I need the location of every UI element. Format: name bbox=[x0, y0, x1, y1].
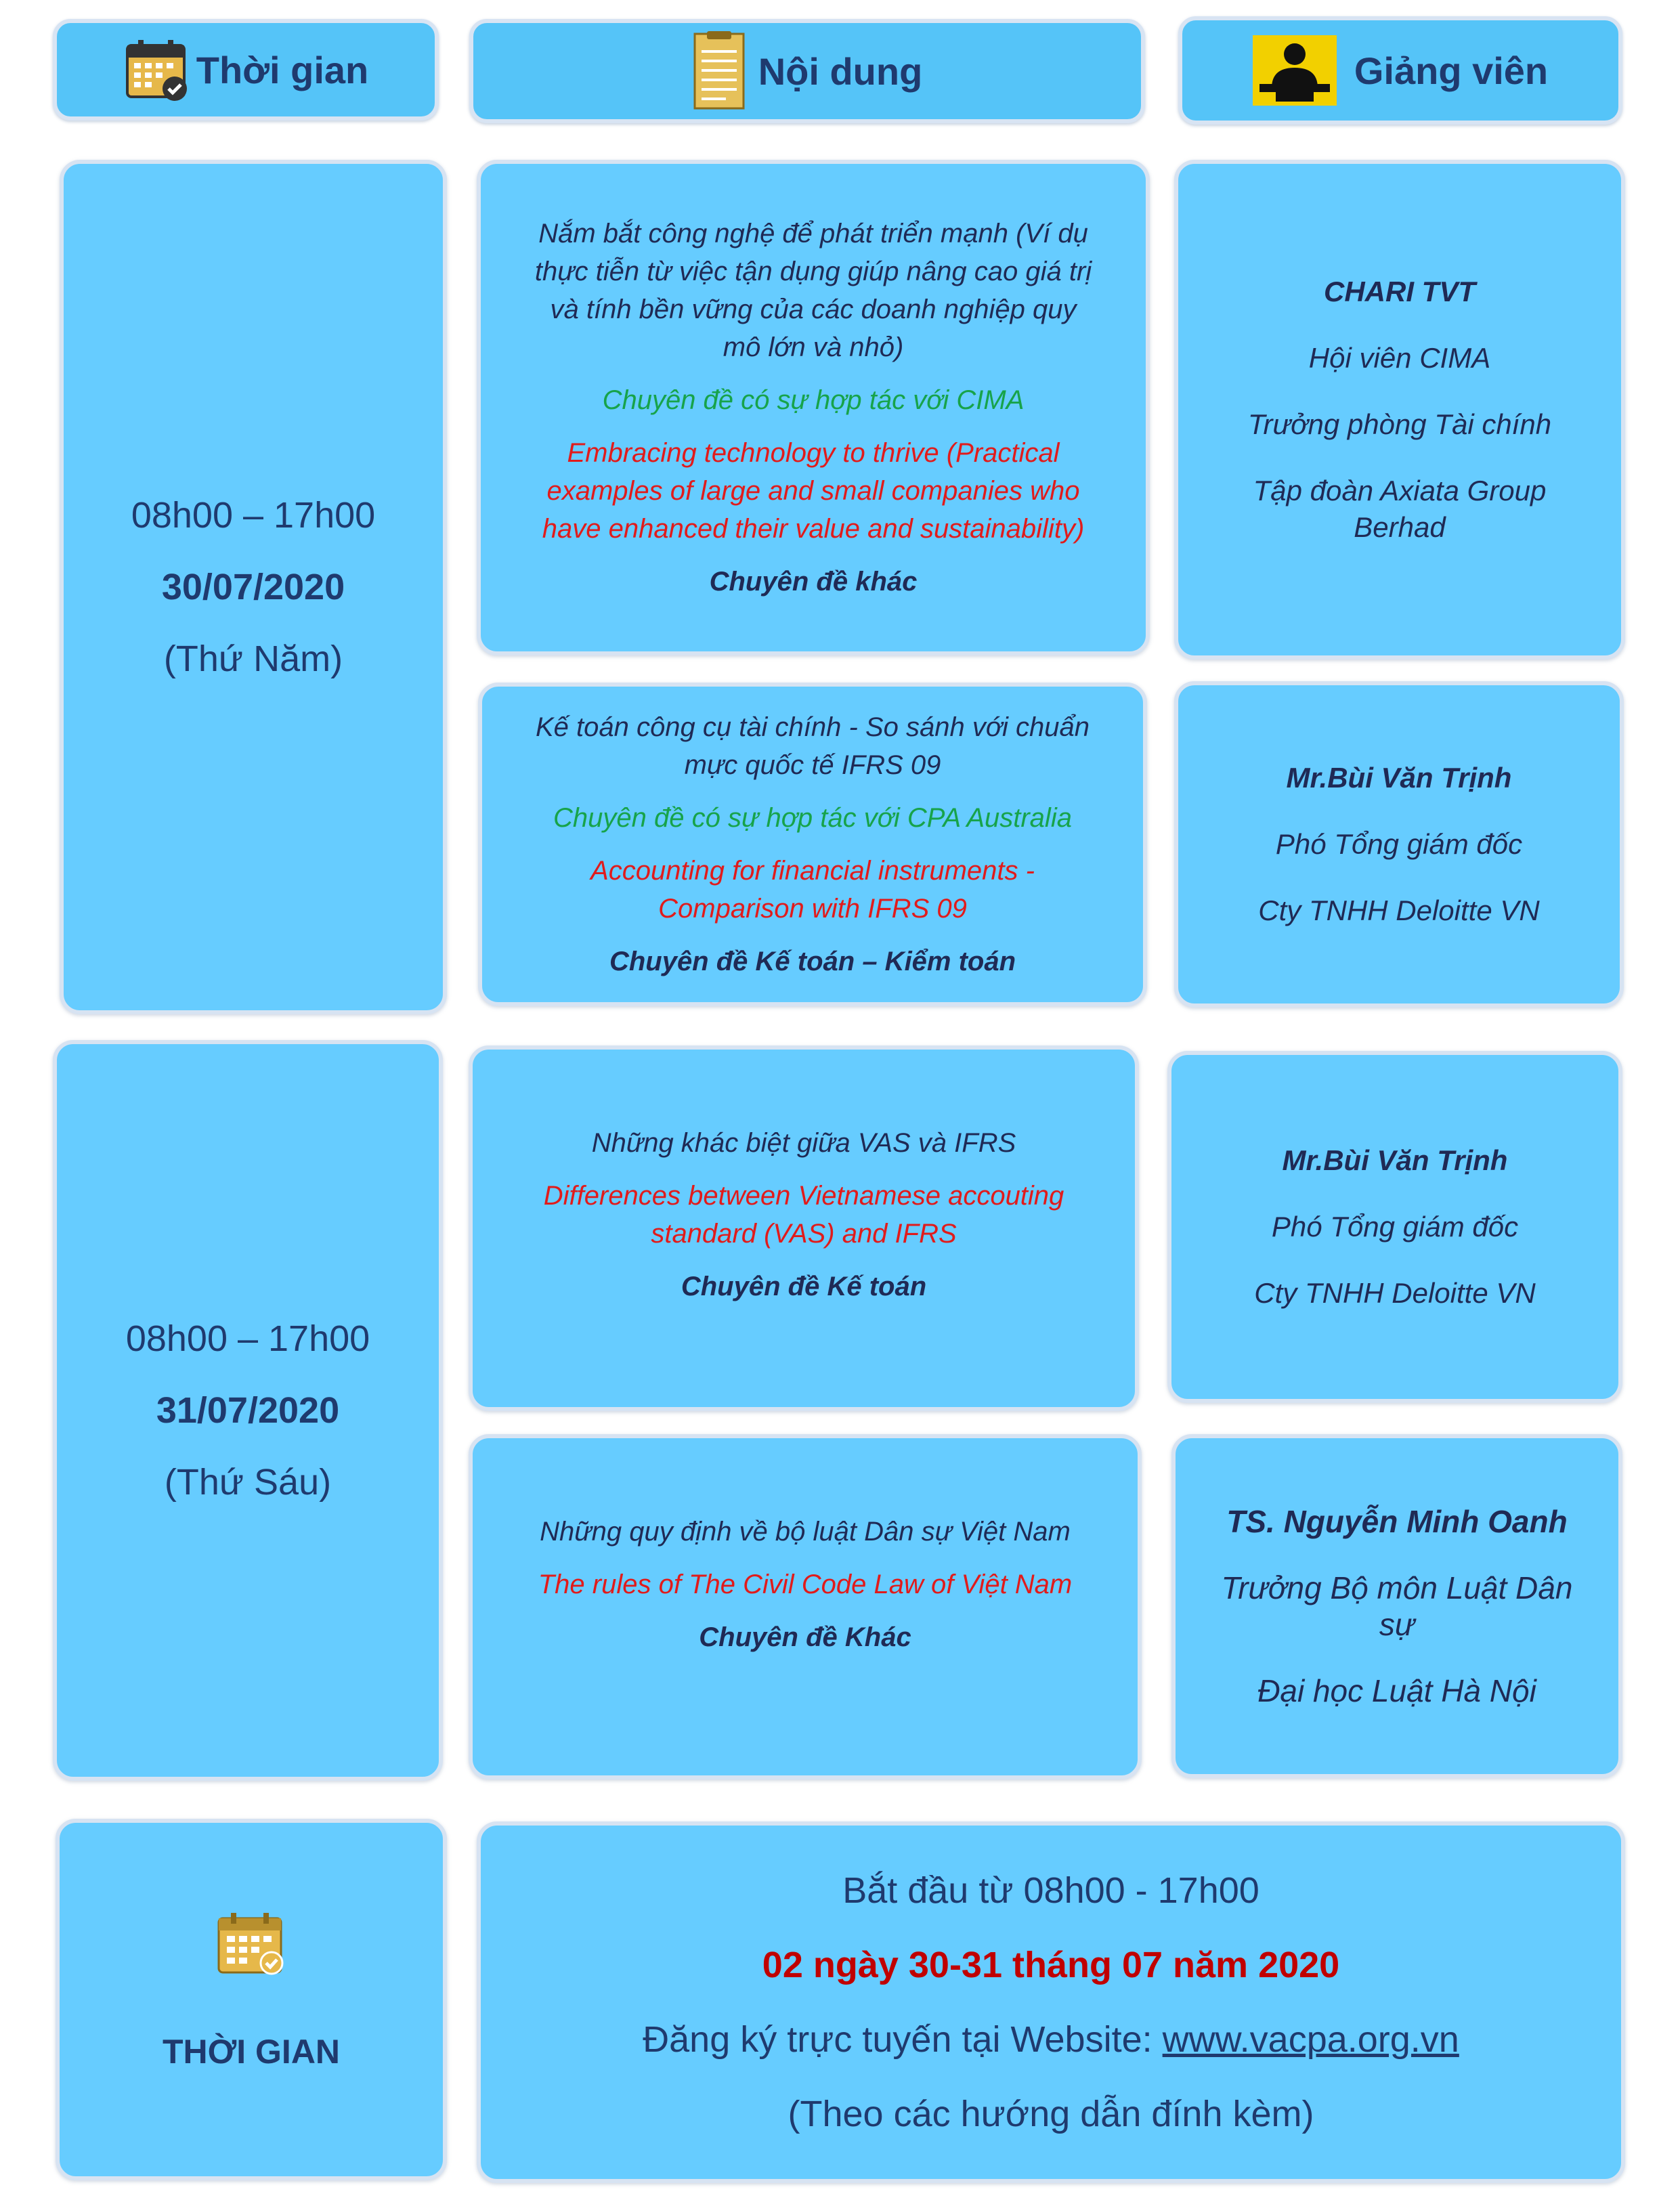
session-category: Chuyên đề Kế toán bbox=[681, 1272, 927, 1301]
day2-time-cell bbox=[53, 1040, 443, 1781]
summary-registration bbox=[643, 2016, 1459, 2063]
header-content bbox=[469, 19, 1145, 123]
registration-prefix: Đăng ký trực tuyến tại Website: bbox=[643, 2019, 1163, 2060]
session-title-en: Embracing technology to thrive (Practical examples of large and small companies who have enhanced their value and sustainability) bbox=[542, 438, 1085, 544]
lecturer-position: Phó Tổng giám đốc bbox=[1271, 1211, 1519, 1243]
lecturer-organization: Tập đoàn Axiata Group Berhad bbox=[1253, 475, 1547, 543]
session-category: Chuyên đề Kế toán – Kiểm toán bbox=[609, 947, 1016, 976]
lecturer-organization: Đại học Luật Hà Nội bbox=[1257, 1673, 1536, 1708]
lecturer-name: Mr.Bùi Văn Trịnh bbox=[1286, 762, 1512, 794]
day2-session1-content bbox=[469, 1045, 1139, 1411]
session-title-vi: Nắm bắt công nghệ để phát triển mạnh (Ví dụ thực tiễn từ việc tận dụng giúp nâng cao giá trị và tính bền vững của các doanh nghiệp quy mô lớn và nhỏ) bbox=[534, 219, 1092, 362]
lecturer-role: Hội viên CIMA bbox=[1308, 342, 1491, 374]
website-link[interactable]: www.vacpa.org.vn bbox=[1162, 2019, 1459, 2060]
session-partner: Chuyên đề có sự hợp tác với CPA Australia bbox=[553, 803, 1072, 833]
header-content-label: Nội dung bbox=[758, 49, 923, 93]
session-category: Chuyên đề khác bbox=[709, 567, 918, 597]
day1-session2-content bbox=[478, 683, 1147, 1006]
lecturer-organization: Cty TNHH Deloitte VN bbox=[1258, 894, 1540, 926]
session-partner: Chuyên đề có sự hợp tác với CIMA bbox=[602, 385, 1025, 415]
day1-time-cell bbox=[60, 160, 447, 1014]
summary-start-time: Bắt đầu từ 08h00 - 17h00 bbox=[842, 1870, 1259, 1911]
calendar-icon bbox=[123, 36, 191, 104]
day2-session2-lecturer bbox=[1171, 1434, 1622, 1778]
summary-details bbox=[477, 1821, 1625, 2183]
summary-label: THỜI GIAN bbox=[162, 2033, 341, 2071]
day2-session2-content bbox=[469, 1434, 1142, 1779]
lecturer-organization: Cty TNHH Deloitte VN bbox=[1254, 1277, 1536, 1309]
header-time-label: Thời gian bbox=[196, 48, 369, 91]
session-title-en: Differences between Vietnamese accouting standard (VAS) and IFRS bbox=[543, 1181, 1064, 1249]
session-title-en: The rules of The Civil Code Law of Việt Nam bbox=[538, 1570, 1073, 1599]
day2-date: 31/07/2020 bbox=[156, 1390, 340, 1431]
summary-dates: 02 ngày 30-31 tháng 07 năm 2020 bbox=[762, 1945, 1340, 1985]
day1-session1-lecturer bbox=[1174, 160, 1625, 660]
header-time bbox=[53, 19, 439, 121]
day1-weekday: (Thứ Năm) bbox=[163, 639, 343, 679]
header-lecturer-label: Giảng viên bbox=[1354, 49, 1549, 92]
presenter-icon bbox=[1253, 35, 1337, 106]
lecturer-position: Trưởng Bộ môn Luật Dân sự bbox=[1221, 1570, 1573, 1642]
document-icon bbox=[692, 31, 746, 111]
session-title-en: Accounting for financial instruments - Comparison with IFRS 09 bbox=[590, 856, 1035, 924]
session-category: Chuyên đề Khác bbox=[699, 1622, 911, 1652]
day1-time: 08h00 – 17h00 bbox=[131, 495, 376, 536]
day2-time: 08h00 – 17h00 bbox=[125, 1318, 370, 1359]
lecturer-name: Mr.Bùi Văn Trịnh bbox=[1282, 1144, 1508, 1176]
session-title-vi: Kế toán công cụ tài chính - So sánh với chuẩn mực quốc tế IFRS 09 bbox=[535, 712, 1090, 780]
header-lecturer bbox=[1178, 16, 1622, 125]
session-title-vi: Những khác biệt giữa VAS và IFRS bbox=[591, 1128, 1016, 1158]
lecturer-position: Phó Tổng giám đốc bbox=[1275, 828, 1523, 860]
summary-note: (Theo các hướng dẫn đính kèm) bbox=[788, 2094, 1314, 2134]
lecturer-position: Trưởng phòng Tài chính bbox=[1247, 408, 1552, 440]
day2-session1-lecturer bbox=[1167, 1051, 1622, 1403]
day2-weekday: (Thứ Sáu) bbox=[164, 1462, 332, 1503]
calendar-icon bbox=[217, 1912, 285, 1975]
day1-session1-content bbox=[477, 160, 1150, 655]
day1-session2-lecturer bbox=[1174, 681, 1624, 1008]
lecturer-name: CHARI TVT bbox=[1324, 276, 1476, 307]
session-title-vi: Những quy định về bộ luật Dân sự Việt Nam bbox=[540, 1517, 1071, 1547]
lecturer-name: TS. Nguyễn Minh Oanh bbox=[1226, 1504, 1568, 1539]
day1-date: 30/07/2020 bbox=[161, 567, 345, 607]
summary-time-cell bbox=[56, 1819, 447, 2180]
